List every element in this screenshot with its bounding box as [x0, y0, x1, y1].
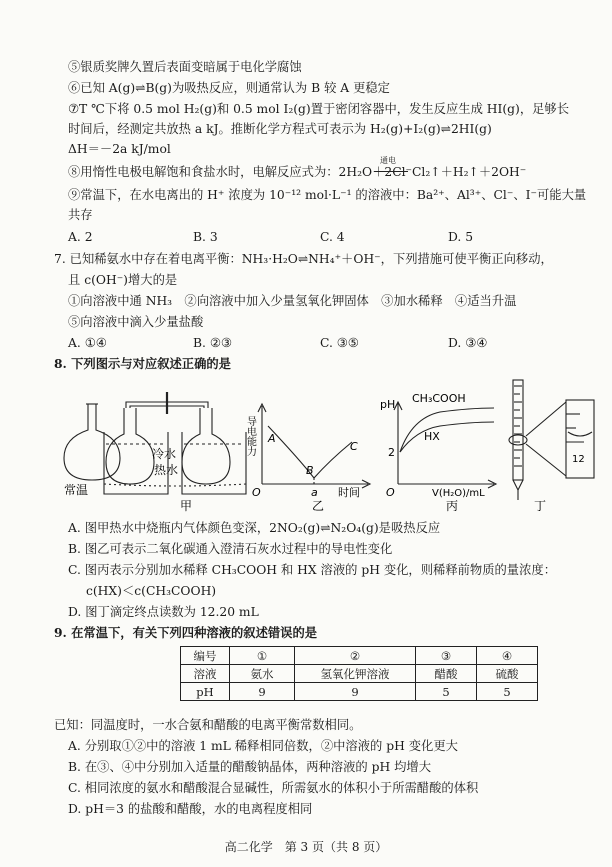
q9-option-b[interactable]: B. 在③、④中分别加入适量的醋酸钠晶体，两种溶液的 pH 均增大 [68, 760, 431, 774]
table-cell: 氨水 [230, 665, 295, 683]
label-fig-jia: 甲 [180, 499, 193, 513]
standalone-flask [64, 404, 120, 480]
q7-stem-line2: 且 c(OH⁻)增大的是 [68, 273, 178, 287]
q9-stem: 9. 在常温下，有关下列四种溶液的叙述错误的是 [54, 625, 318, 640]
statement-9-line1: ⑨常温下，在水电离出的 H⁺ 浓度为 10⁻¹² mol·L⁻¹ 的溶液中：Ba²⁺、Al³⁺、Cl⁻、I⁻可能大量 [68, 188, 587, 202]
label-hx: HX [424, 430, 440, 443]
table-cell: 5 [477, 683, 538, 701]
q8-option-c-line2: c(HX)＜c(CH₃COOH) [86, 584, 217, 598]
q9-table [180, 646, 538, 701]
table-cell: 9 [230, 683, 295, 701]
table-cell: 硫酸 [477, 665, 538, 683]
q7-option-d[interactable]: D. ③④ [448, 336, 488, 350]
q6-option-a[interactable]: A. 2 [68, 230, 93, 244]
table-cell: ② [295, 647, 416, 665]
q7-measures-1: ①向溶液中通 NH₃ ②向溶液中加入少量氢氧化钾固体 ③加水稀释 ④适当升温 [68, 294, 517, 308]
table-cell: ③ [416, 647, 477, 665]
label-fig-bing: 丙 [446, 499, 459, 513]
meniscus [568, 432, 592, 436]
label-fig-yi: 乙 [312, 499, 325, 513]
table-row [181, 647, 538, 665]
table-cell: 5 [416, 683, 477, 701]
table-cell: 氢氧化钾溶液 [295, 665, 416, 683]
q8-option-b[interactable]: B. 图乙可表示二氧化碳通入澄清石灰水过程中的导电性变化 [68, 542, 393, 556]
ph-dilution-chart [394, 402, 496, 488]
q9-option-c[interactable]: C. 相同浓度的氨水和醋酸混合显碱性，所需氨水的体积小于所需醋酸的体积 [68, 781, 479, 795]
q8-option-c-line1[interactable]: C. 图丙表示分别加水稀释 CH₃COOH 和 HX 溶液的 pH 变化，则稀释前物质的量浓度： [68, 563, 556, 577]
q8-stem: 8. 下列图示与对应叙述正确的是 [54, 356, 231, 371]
label-ch3cooh: CH₃COOH [412, 392, 466, 405]
q6-option-c[interactable]: C. 4 [320, 230, 345, 244]
q9-known-info: 已知：同温度时，一水合氨和醋酸的电离平衡常数相同。 [54, 718, 362, 732]
reaction-arrow [374, 171, 408, 172]
q9-option-d[interactable]: D. pH＝3 的盐酸和醋酸，水的电离程度相同 [68, 802, 313, 816]
label-hot-water: 热水 [154, 463, 179, 477]
point-b-label: B [306, 464, 314, 477]
table-cell: 编号 [181, 647, 230, 665]
table-cell: 醋酸 [416, 665, 477, 683]
table-row [181, 683, 538, 701]
q7-option-a[interactable]: A. ①④ [68, 336, 107, 350]
statement-8-part2: Cl₂↑＋H₂↑＋2OH⁻ [412, 165, 527, 179]
statement-7-line1: ⑦T ℃下将 0.5 mol H₂(g)和 0.5 mol I₂(g)置于密闭容器中，发生反应生成 HI(g)，足够长 [68, 102, 570, 116]
statement-5: ⑤银质奖牌久置后表面变暗属于电化学腐蚀 [68, 60, 302, 74]
q6-option-d[interactable]: D. 5 [448, 230, 474, 244]
statement-8-part1: ⑧用惰性电极电解饱和食盐水时，电解反应式为：2H₂O＋2Cl⁻ [68, 165, 413, 179]
q7-option-b[interactable]: B. ②③ [193, 336, 232, 350]
burette [509, 380, 594, 500]
label-cold-water: 冷水 [152, 447, 177, 461]
electrolysis-condition: 通电 [380, 156, 396, 165]
q9-option-a[interactable]: A. 分别取①②中的溶液 1 mL 稀释相同倍数，②中溶液的 pH 变化更大 [68, 739, 458, 753]
point-c-label: C [350, 440, 358, 453]
statement-7-line3: ΔH＝－2a kJ/mol [68, 142, 171, 156]
point-a-label: A [268, 432, 276, 445]
label-ph-axis: pH [380, 398, 396, 411]
q7-option-c[interactable]: C. ③⑤ [320, 336, 359, 350]
q8-figures [0, 372, 612, 520]
label-water-volume: V(H₂O)/mL [432, 488, 485, 499]
origin-label-yi: O [252, 486, 261, 499]
label-normal-temp: 常温 [64, 483, 89, 497]
page-footer: 高二化学 第 3 页（共 8 页） [224, 840, 388, 854]
q8-option-d[interactable]: D. 图丁滴定终点读数为 12.20 mL [68, 605, 259, 619]
table-cell: ① [230, 647, 295, 665]
label-fig-ding: 丁 [534, 499, 547, 513]
table-row [181, 665, 538, 683]
label-scale-12: 12 [572, 454, 585, 465]
statement-7-line2: 时间后，经测定共放热 a kJ。推断化学方程式可表示为 H₂(g)+I₂(g)⇌2HI(g) [68, 122, 492, 136]
q7-measures-2: ⑤向溶液中滴入少量盐酸 [68, 315, 204, 329]
label-ph-two: 2 [388, 446, 395, 459]
table-cell: 9 [295, 683, 416, 701]
statement-9-line2: 共存 [68, 208, 93, 222]
point-a-x-label: a [311, 486, 318, 499]
q8-option-a[interactable]: A. 图甲热水中烧瓶内气体颜色变深，2NO₂(g)⇌N₂O₄(g)是吸热反应 [68, 521, 441, 535]
table-cell: pH [181, 683, 230, 701]
q7-stem-line1: 7. 已知稀氨水中存在着电离平衡：NH₃·H₂O⇌NH₄⁺＋OH⁻，下列措施可使平衡正向移动， [54, 252, 553, 266]
label-time: 时间 [338, 486, 360, 499]
hot-water-beaker [182, 408, 246, 494]
ch3cooh-curve [400, 408, 494, 452]
origin-label-bing: O [386, 486, 395, 499]
q6-option-b[interactable]: B. 3 [193, 230, 218, 244]
table-cell: ④ [477, 647, 538, 665]
label-conductivity: 导电能力 [244, 416, 256, 456]
table-cell: 溶液 [181, 665, 230, 683]
magnified-scale [566, 400, 594, 478]
statement-6: ⑥已知 A(g)⇌B(g)为吸热反应，则通常认为 B 较 A 更稳定 [68, 81, 390, 95]
